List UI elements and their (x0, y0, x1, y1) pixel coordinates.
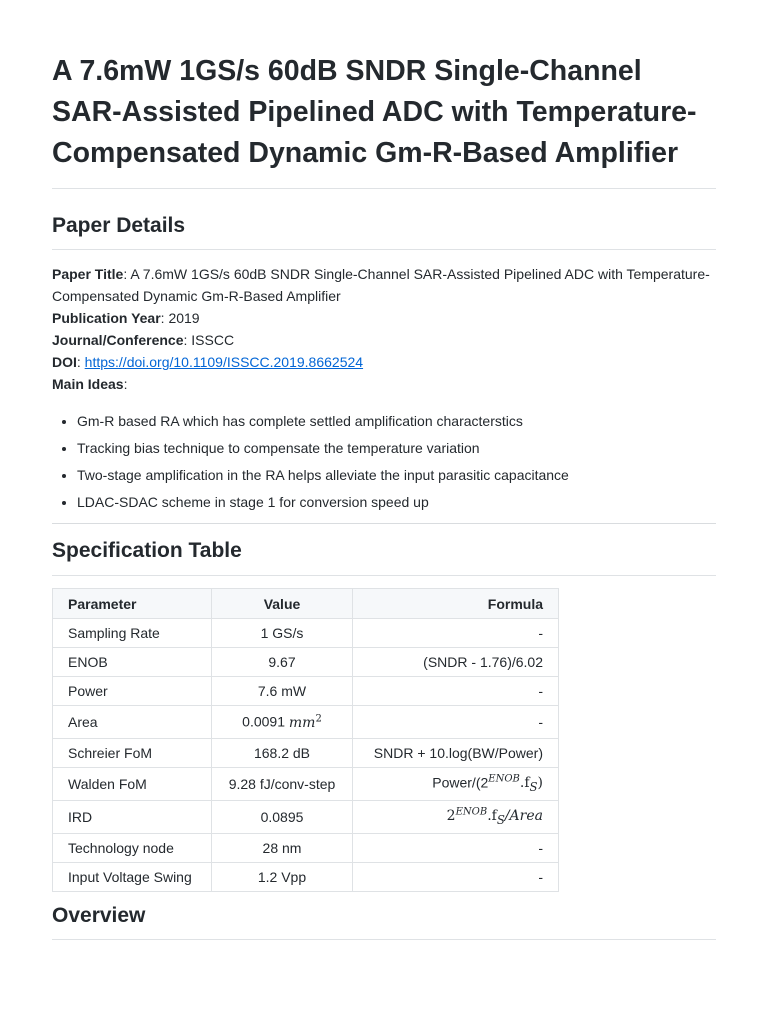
ird-formula-math (446, 806, 543, 828)
table-header-row (53, 589, 559, 619)
value-cell: 9.67 (212, 648, 353, 677)
table-row (53, 863, 559, 892)
main-ideas-label: Main Ideas (52, 376, 124, 392)
param-cell: Input Voltage Swing (53, 863, 212, 892)
table-row (53, 834, 559, 863)
paper-title-label: Paper Title (52, 266, 124, 282)
publication-year-label: Publication Year (52, 310, 161, 326)
formula-mid: .f (487, 808, 497, 825)
table-row (53, 648, 559, 677)
table-row (53, 768, 559, 801)
main-ideas-section (52, 412, 716, 524)
formula-end: /Area (504, 808, 543, 825)
page-title: A 7.6mW 1GS/s 60dB SNDR Single-Channel SAR-Assisted Pipelined ADC with Temperature-Compensated Dynamic Gm-R-Based Amplifier (52, 0, 716, 189)
publication-year-value: 2019 (168, 310, 200, 326)
formula-cell (353, 768, 559, 801)
table-row (53, 801, 559, 834)
formula-mid: .f (519, 775, 530, 792)
formula-cell: - (353, 677, 559, 706)
area-number: 0.0091 (242, 713, 285, 730)
formula-exponent: ENOB (455, 806, 488, 818)
value-cell (212, 706, 353, 739)
main-idea-item: • Gm-R based RA which has complete settled amplification characterstics (77, 412, 716, 431)
formula-base: 2 (446, 808, 456, 825)
specification-table-heading: Specification Table (52, 524, 716, 576)
value-cell: 1 GS/s (212, 619, 353, 648)
formula-cell: - (353, 863, 559, 892)
paper-metadata: Paper Title: A 7.6mW 1GS/s 60dB SNDR Single-Channel SAR-Assisted Pipelined ADC with Temperature-Compensated Dynamic Gm-R-Based Amplifier Publication Year: 2019 Journal/Conference: ISSCC DOI: https://doi.org/10.1109/ISSCC.2019.8662524 Main Ideas: (52, 266, 710, 392)
walden-formula-math (488, 773, 543, 795)
specification-table (52, 588, 559, 892)
formula-subscript: S (529, 780, 538, 795)
paper-details-heading: Paper Details (52, 189, 716, 250)
paper-title-value: A 7.6mW 1GS/s 60dB SNDR Single-Channel SAR-Assisted Pipelined ADC with Temperature-Compensated Dynamic Gm-R-Based Amplifier (52, 266, 710, 304)
table-row (53, 619, 559, 648)
column-header-value: Value (212, 589, 353, 619)
area-unit-exponent: 2 (315, 713, 322, 725)
param-cell: Area (53, 706, 212, 739)
value-cell: 1.2 Vpp (212, 863, 353, 892)
value-cell: 28 nm (212, 834, 353, 863)
column-header-parameter: Parameter (53, 589, 212, 619)
area-unit-math (289, 715, 322, 731)
doi-label: DOI (52, 354, 77, 370)
overview-heading: Overview (52, 892, 716, 940)
param-cell: Schreier FoM (53, 739, 212, 768)
main-ideas-list (52, 412, 716, 512)
venue-value: ISSCC (191, 332, 235, 348)
table-row (53, 739, 559, 768)
formula-cell: SNDR + 10.log(BW/Power) (353, 739, 559, 768)
venue-label: Journal/Conference (52, 332, 184, 348)
param-cell: Power (53, 677, 212, 706)
param-cell: Walden FoM (53, 768, 212, 801)
area-unit: mm (288, 714, 316, 731)
formula-cell: - (353, 706, 559, 739)
param-cell: ENOB (53, 648, 212, 677)
formula-exponent: ENOB (488, 773, 520, 785)
formula-subscript: S (496, 813, 505, 828)
main-idea-item: • LDAC-SDAC scheme in stage 1 for conversion speed up (77, 493, 716, 512)
value-cell: 0.0895 (212, 801, 353, 834)
column-header-formula: Formula (353, 589, 559, 619)
table-row (53, 677, 559, 706)
formula-cell: - (353, 834, 559, 863)
formula-prefix: Power/(2 (432, 774, 489, 791)
doi-link[interactable]: https://doi.org/10.1109/ISSCC.2019.8662524 (84, 354, 364, 370)
formula-cell: - (353, 619, 559, 648)
formula-cell (353, 801, 559, 834)
value-cell: 9.28 fJ/conv-step (212, 768, 353, 801)
value-cell: 168.2 dB (212, 739, 353, 768)
main-idea-item: • Tracking bias technique to compensate the temperature variation (77, 439, 716, 458)
table-row (53, 706, 559, 739)
param-cell: IRD (53, 801, 212, 834)
param-cell: Technology node (53, 834, 212, 863)
main-idea-item: • Two-stage amplification in the RA helps alleviate the input parasitic capacitance (77, 466, 716, 485)
value-cell: 7.6 mW (212, 677, 353, 706)
param-cell: Sampling Rate (53, 619, 212, 648)
formula-end: ) (537, 775, 543, 792)
formula-cell: (SNDR - 1.76)/6.02 (353, 648, 559, 677)
